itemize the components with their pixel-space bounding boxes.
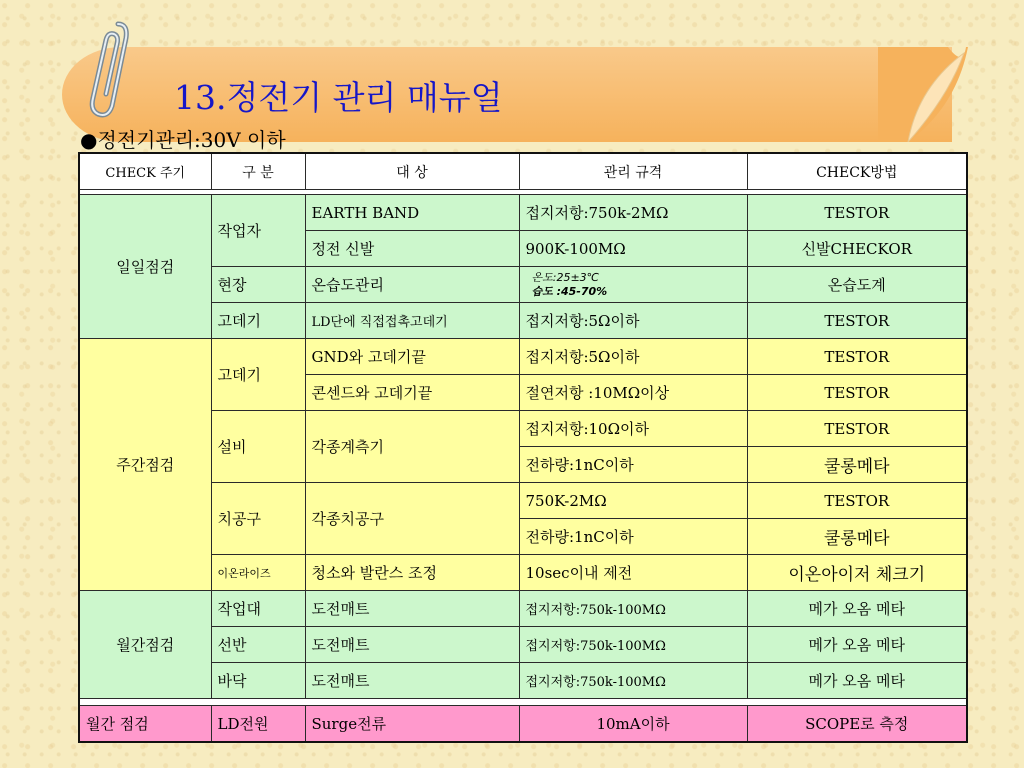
target-cell: GND와 고데기끝 <box>305 339 519 375</box>
target-cell: Surge전류 <box>305 706 519 743</box>
group-cell: 고데기 <box>211 339 305 411</box>
method-cell: 이온아이저 체크기 <box>747 555 967 591</box>
group-cell: 작업자 <box>211 195 305 267</box>
period-daily: 일일점검 <box>79 195 211 339</box>
target-cell: 정전 신발 <box>305 231 519 267</box>
group-cell: 작업대 <box>211 591 305 627</box>
method-cell: 메가 오옴 메타 <box>747 663 967 699</box>
period-monthly-ld: 월간 점검 <box>79 706 211 743</box>
target-cell: 청소와 발란스 조정 <box>305 555 519 591</box>
spec-cell: 접지저항:10Ω이하 <box>519 411 747 447</box>
target-cell: 온습도관리 <box>305 267 519 303</box>
spec-cell: 접지저항:750k-100MΩ <box>519 663 747 699</box>
table-row <box>79 555 967 591</box>
header-method: CHECK방법 <box>747 153 967 190</box>
method-cell: 신발CHECKOR <box>747 231 967 267</box>
group-cell: 설비 <box>211 411 305 483</box>
method-cell: TESTOR <box>747 339 967 375</box>
spec-humidity: 습도 :45-70% <box>531 284 608 298</box>
target-cell: 각종치공구 <box>305 483 519 555</box>
group-cell: LD전원 <box>211 706 305 743</box>
table-row <box>79 339 967 375</box>
header-check-period: CHECK 주기 <box>79 153 211 190</box>
esd-management-table <box>78 152 968 743</box>
table-row <box>79 706 967 743</box>
group-cell: 선반 <box>211 627 305 663</box>
group-cell: 바닥 <box>211 663 305 699</box>
table-row <box>79 627 967 663</box>
target-cell: LD단에 직접접촉고데기 <box>305 303 519 339</box>
method-cell: 온습도계 <box>747 267 967 303</box>
table-row <box>79 483 967 519</box>
table-row <box>79 663 967 699</box>
target-cell: 콘센드와 고데기끝 <box>305 375 519 411</box>
page-title: 13.정전기 관리 매뉴얼 <box>174 78 503 117</box>
table-row <box>79 195 967 231</box>
paperclip-icon <box>88 18 132 118</box>
group-cell: 이온라이즈 <box>211 555 305 591</box>
spec-cell: 접지저항:750k-100MΩ <box>519 591 747 627</box>
target-cell: 도전매트 <box>305 663 519 699</box>
period-weekly: 주간점검 <box>79 339 211 591</box>
table-row <box>79 591 967 627</box>
table-header-row <box>79 153 967 190</box>
method-cell: TESTOR <box>747 195 967 231</box>
method-cell: 쿨롱메타 <box>747 519 967 555</box>
header-spec: 관리 규격 <box>519 153 747 190</box>
spec-cell: 절연저항 :10MΩ이상 <box>519 375 747 411</box>
target-cell: 각종계측기 <box>305 411 519 483</box>
target-cell: 도전매트 <box>305 627 519 663</box>
method-cell: TESTOR <box>747 303 967 339</box>
spec-cell <box>519 267 747 303</box>
spec-cell: 750K-2MΩ <box>519 483 747 519</box>
method-cell: TESTOR <box>747 375 967 411</box>
target-cell: 도전매트 <box>305 591 519 627</box>
group-cell: 고데기 <box>211 303 305 339</box>
spec-cell: 전하량:1nC이하 <box>519 447 747 483</box>
header-category: 구 분 <box>211 153 305 190</box>
method-cell: 쿨롱메타 <box>747 447 967 483</box>
spec-cell: 접지저항:750k-2MΩ <box>519 195 747 231</box>
subtitle: ●정전기관리:30V 이하 <box>80 128 286 152</box>
spec-cell: 전하량:1nC이하 <box>519 519 747 555</box>
table-row <box>79 303 967 339</box>
spec-cell: 접지저항:5Ω이하 <box>519 339 747 375</box>
period-monthly: 월간점검 <box>79 591 211 699</box>
spec-temperature: 온도:25±3℃ <box>531 270 600 284</box>
table-row <box>79 411 967 447</box>
spec-cell: 접지저항:5Ω이하 <box>519 303 747 339</box>
spec-cell: 900K-100MΩ <box>519 231 747 267</box>
method-cell: SCOPE로 측정 <box>747 706 967 743</box>
page-curl-decoration <box>878 47 968 142</box>
group-cell: 치공구 <box>211 483 305 555</box>
method-cell: 메가 오옴 메타 <box>747 627 967 663</box>
method-cell: 메가 오옴 메타 <box>747 591 967 627</box>
table-row <box>79 267 967 303</box>
spec-cell: 접지저항:750k-100MΩ <box>519 627 747 663</box>
method-cell: TESTOR <box>747 411 967 447</box>
target-cell: EARTH BAND <box>305 195 519 231</box>
group-cell: 현장 <box>211 267 305 303</box>
method-cell: TESTOR <box>747 483 967 519</box>
spec-cell: 10sec이내 제전 <box>519 555 747 591</box>
header-target: 대 상 <box>305 153 519 190</box>
spec-cell: 10mA이하 <box>519 706 747 743</box>
